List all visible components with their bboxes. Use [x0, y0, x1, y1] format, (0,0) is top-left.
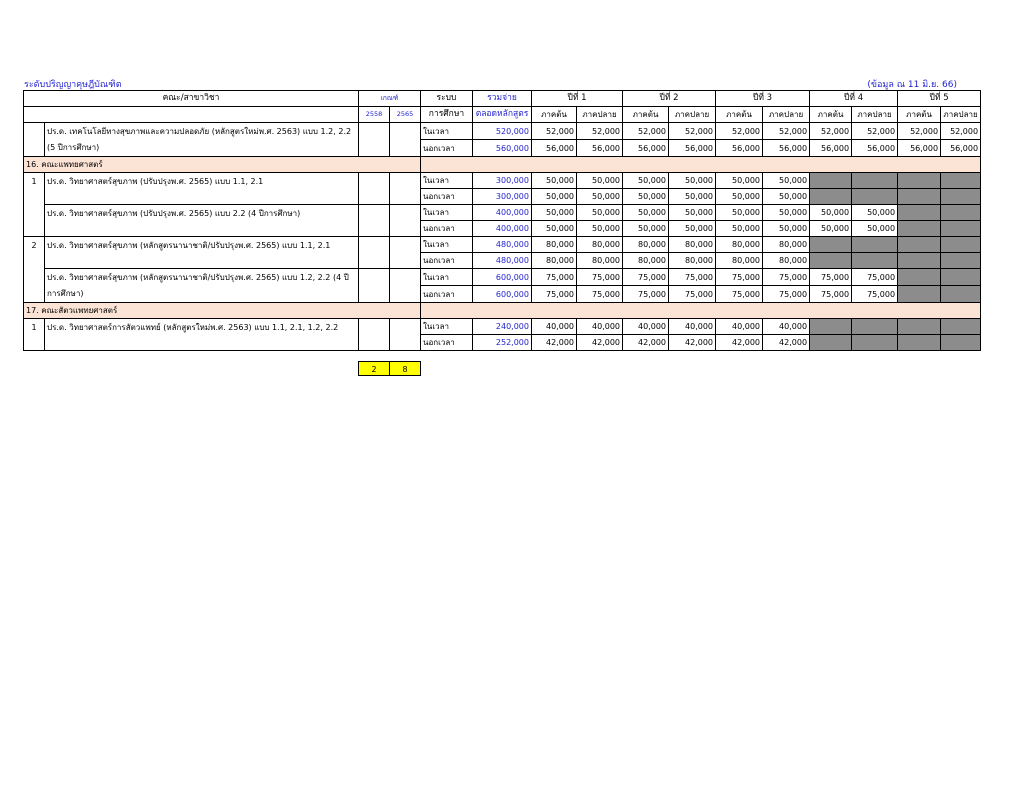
- fee-cell: 56,000: [577, 140, 623, 157]
- na-cell: [941, 253, 981, 269]
- table-row: [24, 173, 981, 189]
- fee-cell: 42,000: [532, 335, 577, 351]
- study-mode: นอกเวลา: [421, 286, 473, 303]
- program-name: ปร.ด. วิทยาศาสตร์สุขภาพ (ปรับปรุงพ.ศ. 2565) แบบ 2.2 (4 ปีการศึกษา): [45, 205, 359, 237]
- na-cell: [852, 237, 898, 253]
- sem-header: ภาคปลาย: [577, 107, 623, 123]
- fee-cell: 56,000: [763, 140, 810, 157]
- fee-cell: 52,000: [852, 123, 898, 140]
- total-fee: 560,000: [473, 140, 532, 157]
- year-2558-header: 2558: [359, 107, 390, 123]
- fee-cell: 40,000: [669, 319, 716, 335]
- year4-header: ปีที่ 4: [810, 91, 898, 107]
- fee-cell: 50,000: [763, 205, 810, 221]
- fee-cell: 50,000: [669, 205, 716, 221]
- fee-cell: 80,000: [577, 253, 623, 269]
- study-mode: ในเวลา: [421, 205, 473, 221]
- criteria-2565-cell: [390, 123, 421, 157]
- study-mode: ในเวลา: [421, 319, 473, 335]
- year3-header: ปีที่ 3: [716, 91, 810, 107]
- sem-header: ภาคปลาย: [763, 107, 810, 123]
- program-name: ปร.ด. วิทยาศาสตร์สุขภาพ (หลักสูตรนานาชาติ/ปรับปรุงพ.ศ. 2565) แบบ 1.1, 2.1: [45, 237, 359, 269]
- sem-header: ภาคปลาย: [941, 107, 981, 123]
- fee-cell: 75,000: [623, 269, 669, 286]
- program-index: 1: [24, 319, 45, 351]
- header-row-1: [24, 91, 981, 107]
- fee-cell: 50,000: [669, 221, 716, 237]
- na-cell: [852, 189, 898, 205]
- tuition-table: [23, 90, 981, 351]
- fee-cell: 50,000: [716, 221, 763, 237]
- study-mode: นอกเวลา: [421, 140, 473, 157]
- na-cell: [941, 221, 981, 237]
- sem-header: ภาคต้น: [532, 107, 577, 123]
- sem-header: ภาคต้น: [623, 107, 669, 123]
- fee-cell: 75,000: [810, 286, 852, 303]
- criteria-header: เกณฑ์: [359, 91, 421, 107]
- na-cell: [898, 189, 941, 205]
- fee-cell: 80,000: [763, 253, 810, 269]
- fee-cell: 56,000: [623, 140, 669, 157]
- total-header: รวมจ่าย: [473, 91, 532, 107]
- total-fee: 400,000: [473, 205, 532, 221]
- fee-cell: 52,000: [941, 123, 981, 140]
- fee-cell: 40,000: [577, 319, 623, 335]
- total-fee: 240,000: [473, 319, 532, 335]
- fee-cell: 80,000: [716, 237, 763, 253]
- criteria-2558-cell: [359, 319, 390, 351]
- total-header-2: ตลอดหลักสูตร: [473, 107, 532, 123]
- na-cell: [941, 269, 981, 286]
- sem-header: ภาคต้น: [810, 107, 852, 123]
- fee-cell: 75,000: [763, 269, 810, 286]
- year2-header: ปีที่ 2: [623, 91, 716, 107]
- program-index: 2: [24, 237, 45, 303]
- study-mode: ในเวลา: [421, 123, 473, 140]
- fee-cell: 75,000: [716, 286, 763, 303]
- criteria-2565-cell: [390, 205, 421, 237]
- na-cell: [898, 319, 941, 335]
- criteria-2558-cell: [359, 237, 390, 269]
- report-title: ระดับปริญญาคุษฎีบัณฑิต: [24, 80, 122, 90]
- fee-cell: 52,000: [810, 123, 852, 140]
- fee-cell: 80,000: [623, 237, 669, 253]
- na-cell: [810, 335, 852, 351]
- na-cell: [941, 205, 981, 221]
- fee-cell: 75,000: [852, 286, 898, 303]
- fee-cell: 80,000: [763, 237, 810, 253]
- criteria-2565-cell: [390, 269, 421, 303]
- na-cell: [898, 253, 941, 269]
- fee-cell: 75,000: [532, 286, 577, 303]
- total-fee: 400,000: [473, 221, 532, 237]
- total-2565: 8: [389, 361, 421, 376]
- fee-cell: 50,000: [763, 173, 810, 189]
- fee-cell: 56,000: [852, 140, 898, 157]
- study-mode: นอกเวลา: [421, 335, 473, 351]
- faculty-col-header-blank: [24, 107, 359, 123]
- na-cell: [941, 319, 981, 335]
- program-name: ปร.ด. เทคโนโลยีทางสุขภาพและความปลอดภัย (หลักสูตรใหม่พ.ศ. 2563) แบบ 1.2, 2.2 (5 ปีการศึกษา): [45, 123, 359, 157]
- table-row: [24, 319, 981, 335]
- fee-cell: 50,000: [623, 189, 669, 205]
- na-cell: [898, 269, 941, 286]
- fee-cell: 42,000: [763, 335, 810, 351]
- fee-cell: 56,000: [941, 140, 981, 157]
- fee-cell: 50,000: [852, 221, 898, 237]
- fee-cell: 42,000: [577, 335, 623, 351]
- fee-cell: 50,000: [623, 221, 669, 237]
- fee-cell: 80,000: [716, 253, 763, 269]
- criteria-2558-cell: [359, 173, 390, 205]
- program-name: ปร.ด. วิทยาศาสตร์สุขภาพ (ปรับปรุงพ.ศ. 2565) แบบ 1.1, 2.1: [45, 173, 359, 205]
- na-cell: [941, 173, 981, 189]
- fee-cell: 50,000: [532, 221, 577, 237]
- faculty-col-header: คณะ/สาขาวิชา: [24, 91, 359, 107]
- total-fee: 480,000: [473, 237, 532, 253]
- na-cell: [810, 237, 852, 253]
- total-fee: 300,000: [473, 173, 532, 189]
- criteria-2565-cell: [390, 173, 421, 205]
- criteria-2565-cell: [390, 319, 421, 351]
- fee-cell: 50,000: [763, 189, 810, 205]
- criteria-2558-cell: [359, 205, 390, 237]
- table-row: [24, 237, 981, 253]
- year-2565-header: 2565: [390, 107, 421, 123]
- total-2558: 2: [358, 361, 390, 376]
- fee-cell: 52,000: [716, 123, 763, 140]
- fee-cell: 50,000: [623, 205, 669, 221]
- fee-cell: 50,000: [810, 205, 852, 221]
- fee-cell: 40,000: [716, 319, 763, 335]
- faculty-title: 17. คณะสัตวแพทยศาสตร์: [24, 303, 421, 319]
- na-cell: [852, 253, 898, 269]
- fee-cell: 75,000: [852, 269, 898, 286]
- na-cell: [898, 335, 941, 351]
- na-cell: [898, 286, 941, 303]
- fee-cell: 75,000: [669, 286, 716, 303]
- fee-cell: 80,000: [623, 253, 669, 269]
- fee-cell: 42,000: [669, 335, 716, 351]
- fee-cell: 50,000: [577, 205, 623, 221]
- system-header: ระบบ: [421, 91, 473, 107]
- fee-cell: 75,000: [532, 269, 577, 286]
- fee-cell: 40,000: [763, 319, 810, 335]
- sem-header: ภาคปลาย: [852, 107, 898, 123]
- total-fee: 520,000: [473, 123, 532, 140]
- na-cell: [898, 205, 941, 221]
- fee-cell: 56,000: [716, 140, 763, 157]
- na-cell: [852, 335, 898, 351]
- fee-cell: 56,000: [532, 140, 577, 157]
- fee-cell: 42,000: [623, 335, 669, 351]
- na-cell: [898, 221, 941, 237]
- fee-cell: 80,000: [669, 253, 716, 269]
- fee-cell: 52,000: [898, 123, 941, 140]
- na-cell: [810, 319, 852, 335]
- fee-cell: 40,000: [623, 319, 669, 335]
- fee-cell: 75,000: [716, 269, 763, 286]
- fee-cell: 50,000: [577, 189, 623, 205]
- fee-cell: 52,000: [623, 123, 669, 140]
- faculty-row: [24, 303, 981, 319]
- system-header-2: การศึกษา: [421, 107, 473, 123]
- study-mode: นอกเวลา: [421, 253, 473, 269]
- criteria-2565-cell: [390, 237, 421, 269]
- index-cell: [24, 123, 45, 157]
- sem-header: ภาคต้น: [898, 107, 941, 123]
- sem-header: ภาคต้น: [716, 107, 763, 123]
- fee-cell: 75,000: [577, 269, 623, 286]
- na-cell: [941, 335, 981, 351]
- fee-cell: 75,000: [669, 269, 716, 286]
- fee-cell: 50,000: [852, 205, 898, 221]
- fee-cell: 50,000: [716, 173, 763, 189]
- fee-cell: 52,000: [669, 123, 716, 140]
- fee-cell: 40,000: [532, 319, 577, 335]
- fee-cell: 42,000: [716, 335, 763, 351]
- fee-cell: 75,000: [577, 286, 623, 303]
- fee-cell: 80,000: [669, 237, 716, 253]
- fee-cell: 75,000: [810, 269, 852, 286]
- faculty-fill: [421, 303, 981, 319]
- total-fee: 480,000: [473, 253, 532, 269]
- na-cell: [852, 319, 898, 335]
- fee-cell: 50,000: [577, 221, 623, 237]
- fee-cell: 50,000: [669, 189, 716, 205]
- fee-cell: 50,000: [532, 189, 577, 205]
- fee-cell: 75,000: [763, 286, 810, 303]
- study-mode: นอกเวลา: [421, 189, 473, 205]
- na-cell: [810, 253, 852, 269]
- year5-header: ปีที่ 5: [898, 91, 981, 107]
- fee-cell: 50,000: [623, 173, 669, 189]
- fee-cell: 50,000: [716, 189, 763, 205]
- fee-cell: 50,000: [532, 205, 577, 221]
- fee-cell: 80,000: [532, 253, 577, 269]
- na-cell: [810, 189, 852, 205]
- fee-cell: 80,000: [532, 237, 577, 253]
- year1-header: ปีที่ 1: [532, 91, 623, 107]
- total-fee: 600,000: [473, 269, 532, 286]
- na-cell: [852, 173, 898, 189]
- header-row-2: [24, 107, 981, 123]
- fee-cell: 52,000: [577, 123, 623, 140]
- program-name: ปร.ด. วิทยาศาสตร์การสัตวแพทย์ (หลักสูตรใหม่พ.ศ. 2563) แบบ 1.1, 2.1, 1.2, 2.2: [45, 319, 359, 351]
- fee-cell: 50,000: [577, 173, 623, 189]
- fee-cell: 56,000: [810, 140, 852, 157]
- table-row: [24, 205, 981, 221]
- table-row: [24, 269, 981, 286]
- sem-header: ภาคปลาย: [669, 107, 716, 123]
- study-mode: นอกเวลา: [421, 221, 473, 237]
- study-mode: ในเวลา: [421, 269, 473, 286]
- program-name: ปร.ด. วิทยาศาสตร์สุขภาพ (หลักสูตรนานาชาติ/ปรับปรุงพ.ศ. 2565) แบบ 1.2, 2.2 (4 ปีการศึกษา): [45, 269, 359, 303]
- fee-cell: 52,000: [532, 123, 577, 140]
- na-cell: [898, 237, 941, 253]
- faculty-title: 16. คณะแพทยศาสตร์: [24, 157, 421, 173]
- fee-cell: 56,000: [669, 140, 716, 157]
- total-fee: 252,000: [473, 335, 532, 351]
- fee-cell: 50,000: [810, 221, 852, 237]
- na-cell: [898, 173, 941, 189]
- faculty-row: [24, 157, 981, 173]
- fee-cell: 75,000: [623, 286, 669, 303]
- total-fee: 600,000: [473, 286, 532, 303]
- table-row: [24, 123, 981, 140]
- criteria-2558-cell: [359, 269, 390, 303]
- fee-cell: 80,000: [577, 237, 623, 253]
- data-date-note: (ข้อมูล ณ 11 มิ.ย. 66): [867, 80, 957, 90]
- fee-cell: 50,000: [763, 221, 810, 237]
- fee-cell: 50,000: [716, 205, 763, 221]
- study-mode: ในเวลา: [421, 173, 473, 189]
- total-fee: 300,000: [473, 189, 532, 205]
- faculty-fill: [421, 157, 981, 173]
- fee-cell: 52,000: [763, 123, 810, 140]
- criteria-2558-cell: [359, 123, 390, 157]
- fee-cell: 56,000: [898, 140, 941, 157]
- fee-cell: 50,000: [532, 173, 577, 189]
- fee-cell: 50,000: [669, 173, 716, 189]
- na-cell: [941, 189, 981, 205]
- program-index: 1: [24, 173, 45, 237]
- na-cell: [941, 237, 981, 253]
- na-cell: [941, 286, 981, 303]
- study-mode: ในเวลา: [421, 237, 473, 253]
- na-cell: [810, 173, 852, 189]
